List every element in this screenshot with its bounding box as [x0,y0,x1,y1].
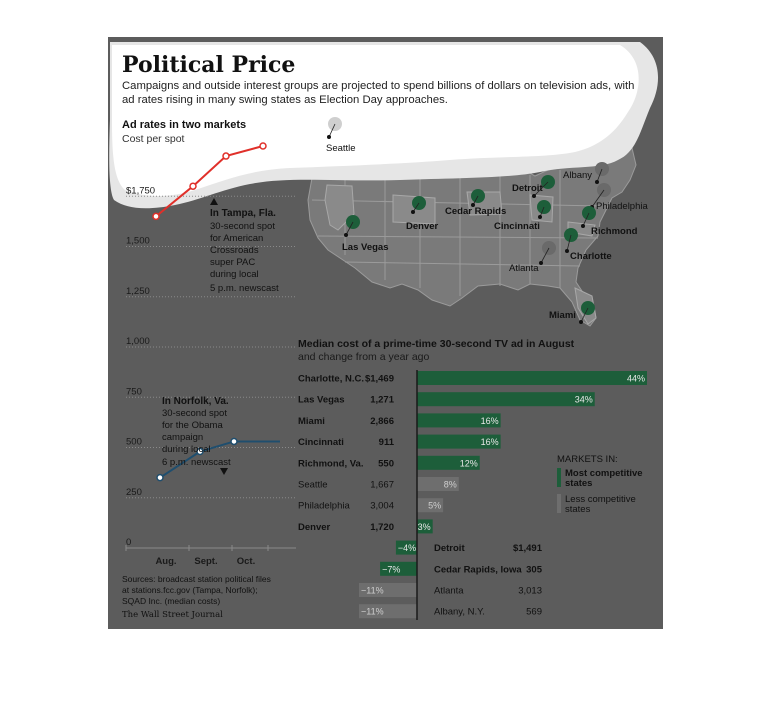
bar-row [298,477,459,491]
market-cost: 1,720 [370,521,394,533]
y-tick-label: 1,250 [126,285,150,297]
city-dot [565,249,569,253]
city-label: Detroit [512,183,543,194]
x-tick-label: Aug. [155,556,177,567]
sources-line: SQAD Inc. (median costs) [122,596,221,606]
market-cost: 569 [526,606,542,618]
city-dot [532,194,536,198]
market-cost: 1,667 [370,479,394,491]
tampa-annotation-line: for American [210,233,264,244]
bar-value-label: 16% [480,437,499,448]
market-cost: $1,469 [364,373,394,385]
bar-value-label: −7% [382,564,401,575]
market-cost: 1,271 [370,394,394,406]
bar [417,392,595,406]
y-tick-label: 0 [126,537,132,548]
data-point [223,153,229,159]
bar-value-label: 3% [417,521,431,532]
bar-value-label: 16% [480,415,499,426]
city-dot [581,224,585,228]
market-cost: 550 [378,458,394,470]
subtitle-line-2: ad rates rising in many swing states as Election Day approaches. [122,94,448,106]
bar-row [298,371,647,385]
line-chart-heading: Ad rates in two markets [122,119,247,131]
tampa-annotation-line: 30-second spot [210,221,275,232]
y-tick-label: 250 [126,486,142,498]
tampa-annotation-title: In Tampa, Fla. [210,208,276,219]
bar-value-label: 34% [574,394,593,405]
bar-value-label: 12% [459,458,478,469]
sources-line: Sources: broadcast station political files [122,574,271,584]
market-name: Richmond, Va. [298,458,364,470]
data-point [190,183,196,189]
subtitle-line-1: Campaigns and outside interest groups are projected to spend billions of dollars on television ads, with [122,80,635,92]
city-label: Seattle [326,143,356,154]
data-point [153,213,159,219]
bar-value-label: 44% [626,373,645,384]
city-dot [411,210,415,214]
market-name: Miami [298,415,325,427]
city-label: Philadelphia [596,201,648,212]
data-point [157,475,163,481]
market-cost: 911 [378,437,394,449]
city-dot [579,320,583,324]
bar-row [380,562,543,576]
data-point [260,143,266,149]
tampa-annotation-line: 5 p.m. newscast [210,283,279,294]
market-name: Seattle [298,479,328,491]
market-cost: 2,866 [370,415,394,427]
page-title: Political Price [122,52,296,78]
city-label: Cedar Rapids [445,206,507,217]
bar-row [298,498,443,512]
city-label: Miami [549,310,576,321]
norfolk-annotation-line: campaign [162,432,204,443]
bar-value-label: −11% [361,585,384,596]
bar [417,371,647,385]
data-point [231,438,237,444]
city-label: Atlanta [509,263,539,274]
city-label: Denver [406,221,439,232]
legend-label-most: Most competitive states [565,468,643,489]
bar-value-label: 8% [443,479,457,490]
x-tick-label: Oct. [236,556,256,567]
line-chart-subheading: Cost per spot [122,133,185,145]
city-label: Albany [563,170,593,181]
market-name: Atlanta [434,585,464,597]
norfolk-annotation-line: for the Obama [162,420,223,431]
y-tick-label: 500 [126,436,142,448]
market-name: Philadelphia [298,500,350,512]
city-label: Cincinnati [494,221,540,232]
bar-chart-heading: Median cost of a prime-time 30-second TV ad in August [298,338,575,350]
city-dot [327,135,331,139]
market-cost: 305 [526,564,542,576]
norfolk-annotation-line: 30-second spot [162,408,227,419]
city-dot [344,233,348,237]
market-name: Detroit [434,543,465,555]
y-tick-label: 1,000 [126,336,150,347]
market-cost: $1,491 [512,543,542,555]
bar-row [298,392,595,406]
y-tick-label: $1,750 [126,185,156,197]
legend-label-less: Less competitive states [565,494,636,515]
bar-row [298,456,480,470]
legend-swatch-most [557,468,561,487]
market-name: Denver [298,521,331,533]
market-cost: 3,013 [518,585,542,597]
market-name: Cedar Rapids, Iowa [434,564,522,576]
y-tick-label: 750 [126,386,142,398]
sources-line: at stations.fcc.gov (Tampa, Norfolk); [122,585,258,595]
legend-title: MARKETS IN: [557,454,618,465]
tampa-annotation-line: Crossroads [210,245,259,256]
norfolk-annotation-line: 6 p.m. newscast [162,457,231,468]
bar-chart-subheading: and change from a year ago [298,351,430,363]
x-tick-label: Sept. [194,556,218,567]
city-dot [538,215,542,219]
city-label: Las Vegas [342,242,389,253]
city-label: Charlotte [570,251,612,262]
bar-value-label: −11% [361,606,384,617]
tampa-annotation-line: super PAC [210,257,256,268]
city-dot [539,261,543,265]
tampa-annotation-line: during local [210,269,259,280]
city-label: Richmond [591,226,638,237]
credit: The Wall Street Journal [122,610,223,620]
market-name: Albany, N.Y. [434,606,485,618]
market-name: Cincinnati [298,437,344,449]
market-cost: 3,004 [370,500,394,512]
norfolk-annotation-line: during local [162,444,211,455]
bar-value-label: 5% [428,500,442,511]
city-dot [595,180,599,184]
y-tick-label: 1,500 [126,235,150,247]
market-name: Las Vegas [298,394,345,406]
bar-value-label: −4% [397,543,417,554]
legend-swatch-less [557,494,561,513]
market-name: Charlotte, N.C. [298,373,364,385]
norfolk-annotation-title: In Norfolk, Va. [162,396,229,407]
